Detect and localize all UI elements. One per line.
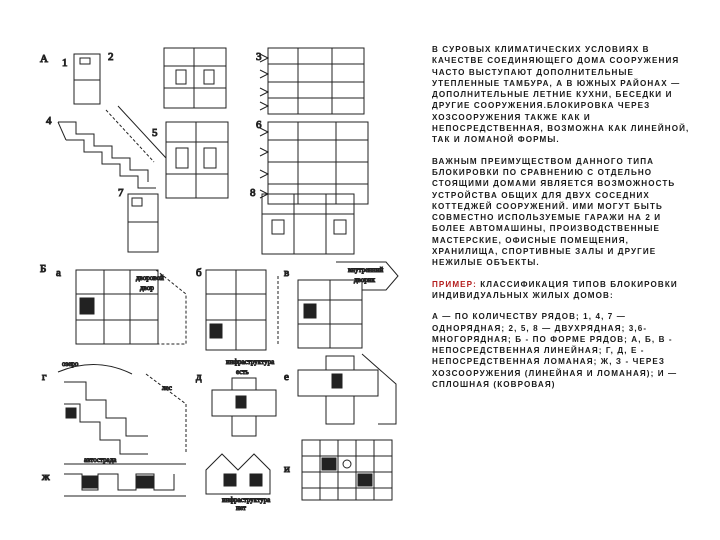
legend-paragraph: А — ПО КОЛИЧЕСТВУ РЯДОВ; 1, 4, 7 — ОДНОРЯДНАЯ; 2, 5, 8 — ДВУХРЯДНАЯ; 3,6- МНОГОРЯДНАЯ; Б - ПО ФОРМЕ РЯДОВ; А, Б, В - НЕПОСРЕДСТВЕННАЯ ЛИНЕЙНАЯ; Г, Д, Е - НЕПОСРЕДСТВЕННАЯ ЛОМАНАЯ; Ж, З - ЧЕРЕЗ ХОЗСООРУЖЕНИЯ (ЛИНЕЙНАЯ И ЛОМАНАЯ); И — СПЛОШНАЯ (КОВРОВАЯ): [432, 312, 678, 390]
letter-zh: ж: [42, 471, 50, 483]
label-inner-courtyard-2: дворик: [354, 276, 375, 284]
scheme-8: [262, 194, 354, 254]
scheme-6: [260, 122, 368, 204]
scheme-d: [212, 358, 276, 436]
scheme-5: [166, 122, 228, 198]
label-infra-no-2: нет: [236, 504, 246, 512]
letter-a: А: [40, 53, 48, 65]
label-infra-no-1: инфраструктура: [222, 496, 271, 504]
scheme-4: [58, 106, 166, 188]
num-2: 2: [108, 51, 114, 63]
example-text: КЛАССИФИКАЦИЯ ТИПОВ БЛОКИРОВКИ ИНДИВИДУАЛЬНЫХ ЖИЛЫХ ДОМОВ:: [432, 279, 678, 300]
scheme-b-b: [206, 270, 278, 350]
classification-drawing: [36, 44, 416, 512]
example-paragraph: [432, 279, 694, 302]
label-courtyard-2: двор: [140, 284, 154, 292]
paragraph-2: ВАЖНЫМ ПРЕИМУЩЕСТВОМ ДАННОГО ТИПА БЛОКИРОВКИ ПО СРАВНЕНИЮ С ОТДЕЛЬНО СТОЯЩИМИ ДОМАМИ ЯВЛЯЕТСЯ ВОЗМОЖНОСТЬ УСТРОЙСТВА ОБЩИХ ДЛЯ ДВУХ СОСЕДНИХ КОТТЕДЖЕЙ СООРУЖЕНИЙ. ИМИ МОГУТ БЫТЬ СОВМЕСТНО ИСПОЛЬЗУЕМЫЕ ГАРАЖИ НА 2 И БОЛЕЕ АВТОМАШИНЫ, ПРОИЗВОДСТВЕННЫЕ МАСТЕРСКИЕ, ОФИСНЫЕ ПОМЕЩЕНИЯ, ХРАНИЛИЩА, СПОРТИВНЫЕ ЗАЛЫ И ДРУГИЕ НЕЖИЛЫЕ ОБЪЕКТЫ.: [432, 156, 676, 268]
label-forest: лес: [162, 384, 172, 392]
letter-e: е: [284, 371, 289, 383]
num-1: 1: [62, 57, 68, 69]
scheme-1: [74, 54, 100, 104]
scheme-g: [58, 360, 186, 454]
label-highway: автострада: [84, 456, 117, 464]
num-7: 7: [118, 187, 124, 199]
scheme-e: [298, 354, 396, 424]
letter-d: д: [196, 371, 202, 383]
letter-i: и: [284, 463, 290, 475]
paragraph-1: В СУРОВЫХ КЛИМАТИЧЕСКИХ УСЛОВИЯХ В КАЧЕСТВЕ СОЕДИНЯЮЩЕГО ДОМА СООРУЖЕНИЯ ЧАСТО ВЫСТУПАЮТ ДОПОЛНИТЕЛЬНЫЕ УТЕПЛЕННЫЕ ТАМБУРА, А В ЮЖНЫХ РАЙОНАХ — ДОПОЛНИТЕЛЬНЫЕ ЛЕТНИЕ КУХНИ, БЕСЕДКИ И ДРУГИЕ СООРУЖЕНИЯ.БЛОКИРОВКА ЧЕРЕЗ ХОЗСООРУЖЕНИЯ ТАКЖЕ КАК И НЕПОСРЕДСТВЕННАЯ, ВОЗМОЖНА КАК ЛИНЕЙНОЙ, ТАК И ЛОМАНОЙ ФОРМЫ.: [432, 45, 690, 145]
sub-a: а: [56, 267, 61, 279]
num-5: 5: [152, 127, 158, 139]
label-infra-1: инфраструктура: [226, 358, 275, 366]
scheme-b-v: [298, 262, 398, 348]
letter-b: Б: [40, 263, 47, 275]
label-inner-courtyard-1: внутренний: [348, 266, 384, 274]
num-3: 3: [256, 51, 262, 63]
num-6: 6: [256, 119, 262, 131]
label-courtyard-1: дворовой: [136, 274, 164, 282]
scheme-z: [206, 454, 271, 512]
num-4: 4: [46, 115, 52, 127]
classification-figure: [36, 44, 416, 512]
num-8: 8: [250, 187, 256, 199]
scheme-7: [128, 194, 158, 252]
text-column: [432, 44, 694, 400]
label-infra-2: есть: [236, 368, 249, 376]
scheme-b-a: [76, 270, 186, 344]
scheme-3: [260, 48, 364, 114]
sub-v: в: [284, 267, 290, 279]
scheme-zh: [64, 456, 186, 496]
sub-b: б: [196, 267, 202, 279]
scheme-2: [164, 48, 226, 108]
label-lake: озеро: [62, 360, 79, 368]
example-label: ПРИМЕР:: [432, 279, 477, 289]
scheme-i: [302, 440, 392, 500]
letter-g: г: [42, 371, 47, 383]
